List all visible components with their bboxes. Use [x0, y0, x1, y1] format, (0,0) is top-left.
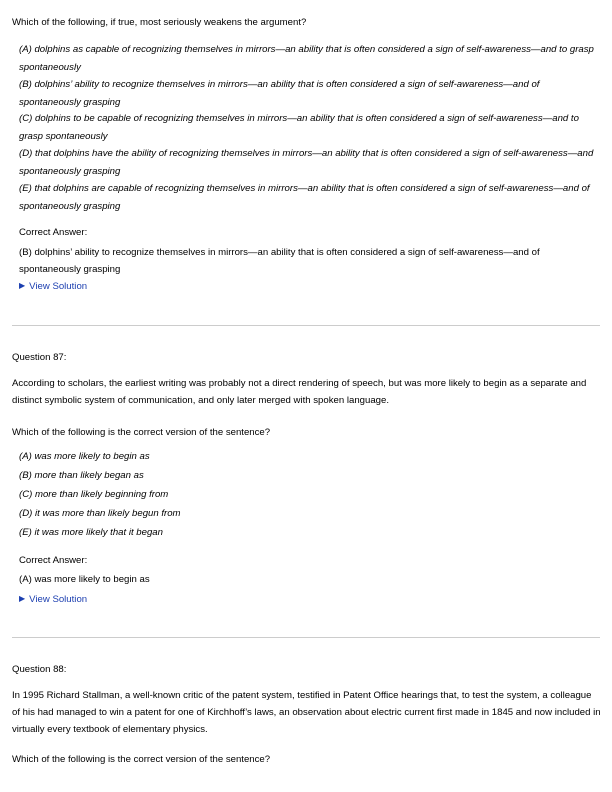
triangle-right-icon: ▶ — [19, 594, 26, 603]
divider — [12, 325, 600, 326]
choice-a[interactable]: (A) dolphins as capable of recognizing themselves in mirrors—an ability that is often considered a sign of self-awareness—and to grasp spontaneously — [19, 44, 594, 73]
triangle-right-icon: ▶ — [19, 281, 26, 290]
correct-answer-label: Correct Answer: — [19, 227, 88, 238]
choice-c[interactable]: (C) dolphins to be capable of recognizing themselves in mirrors—an ability that is often considered a sign of self-awareness—and to grasp spontaneously — [19, 113, 579, 142]
choice-d[interactable]: (D) that dolphins have the ability of recognizing themselves in mirrors—an ability that is often considered a sign of self-awareness—and spontaneously grasping — [19, 148, 594, 177]
correct-answer-label: Correct Answer: — [19, 555, 88, 566]
question-86-prompt: Which of the following, if true, most seriously weakens the argument? — [12, 17, 307, 28]
correct-answer-text: (B) dolphins’ ability to recognize themselves in mirrors—an ability that is often considered a sign of self-awareness—and of spontaneously grasping — [19, 247, 540, 275]
choice-b[interactable]: (B) more than likely began as — [19, 470, 144, 481]
choice-a[interactable]: (A) was more likely to begin as — [19, 451, 150, 462]
choice-e[interactable]: (E) that dolphins are capable of recognizing themselves in mirrors—an ability that is often considered a sign of self-awareness—and of spontaneously grasping — [19, 183, 590, 212]
view-solution-link[interactable] — [19, 279, 87, 294]
question-prompt: Which of the following is the correct version of the sentence? — [12, 427, 271, 438]
choice-d[interactable]: (D) it was more than likely begun from — [19, 508, 181, 519]
question-prompt: Which of the following is the correct version of the sentence? — [12, 754, 271, 765]
question-passage: In 1995 Richard Stallman, a well-known critic of the patent system, testified in Patent Office hearings that, to test the system, a colleague of his had managed to win a patent for one of Kirchhoff’s laws, an observation about electric current first made in 1845 and now included in virtually every textbook of elementary physics. — [12, 690, 601, 735]
question-number: Question 88: — [12, 664, 67, 675]
choice-b[interactable]: (B) dolphins’ ability to recognize themselves in mirrors—an ability that is often considered a sign of self-awareness—and of spontaneously grasping — [19, 79, 540, 108]
choice-e[interactable]: (E) it was more likely that it began — [19, 527, 163, 538]
correct-answer-text: (A) was more likely to begin as — [19, 574, 150, 585]
view-solution-label: View Solution — [29, 594, 88, 605]
choice-c[interactable]: (C) more than likely beginning from — [19, 489, 169, 500]
divider — [12, 637, 600, 638]
question-passage: According to scholars, the earliest writing was probably not a direct rendering of speech, but was more likely to begin as a separate and distinct symbolic system of communication, and only later merged with spoken language. — [12, 378, 587, 406]
question-number: Question 87: — [12, 352, 67, 363]
view-solution-link[interactable] — [19, 592, 87, 607]
view-solution-label: View Solution — [29, 281, 88, 292]
